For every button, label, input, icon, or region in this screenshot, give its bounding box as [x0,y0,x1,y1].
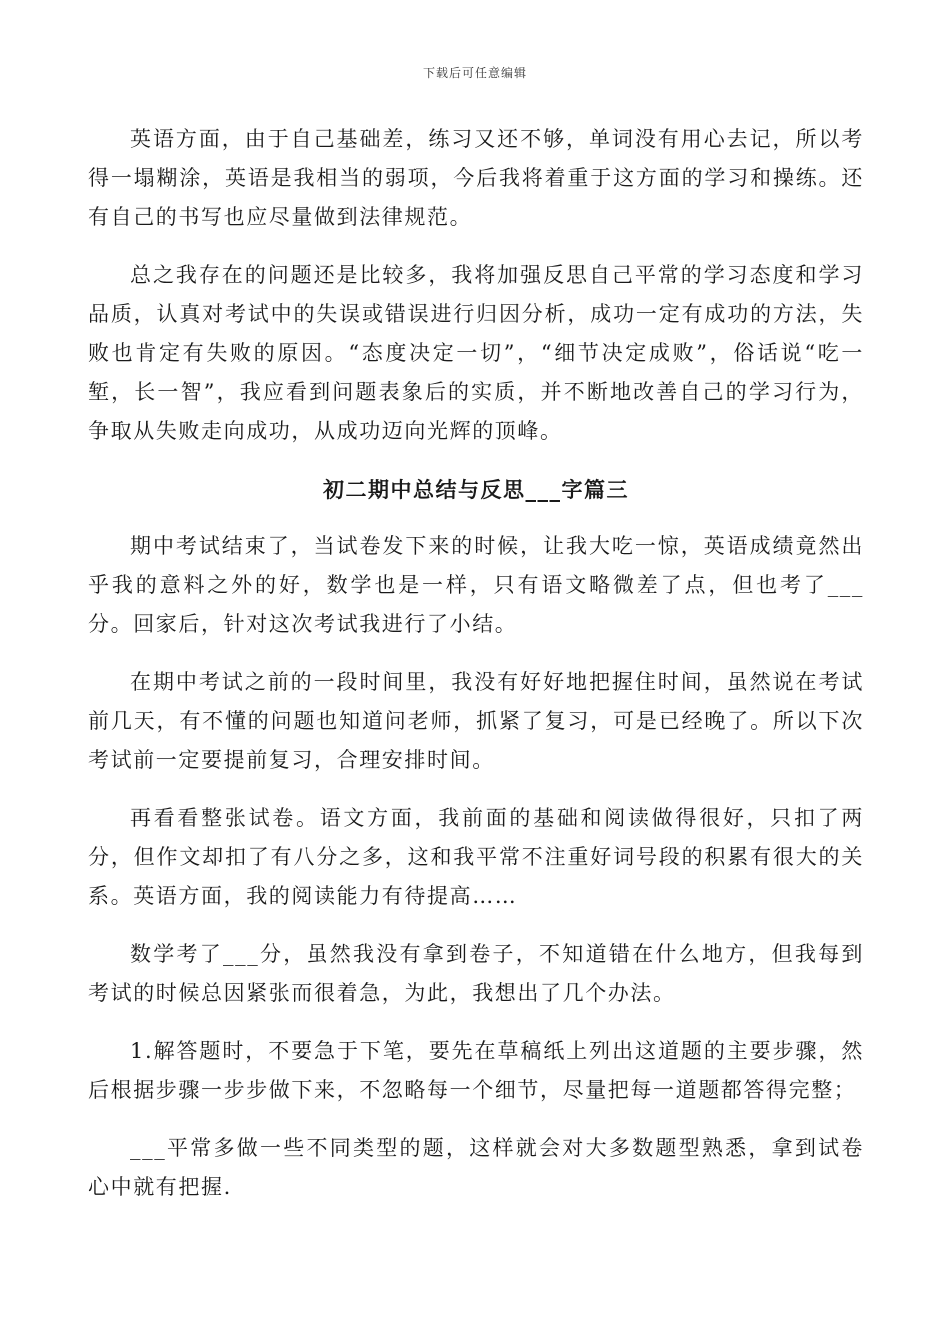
document-body [88,120,864,1226]
paragraph-method-2: ___平常多做一些不同类型的题，这样就会对大多数题型熟悉，拿到试卷心中就有把握. [88,1136,864,1199]
section-title: 初二期中总结与反思___字篇三 [323,477,629,502]
paragraph-exam-result: 期中考试结束了，当试卷发下来的时候，让我大吃一惊，英语成绩竟然出乎我的意料之外的好，数学也是一样，只有语文略微差了点，但也考了___分。回家后，针对这次考试我进行了小结。 [88,534,864,636]
paragraph-summary: 总之我存在的问题还是比较多，我将加强反思自己平常的学习态度和学习品质，认真对考试中的失误或错误进行归因分析，成功一定有成功的方法，失败也肯定有失败的原因。“态度决定一切”，“细节决定成败”，俗话说“吃一堑，长一智”，我应看到问题表象后的实质，并不断地改善自己的学习行为，争取从失败走向成功，从成功迈向光辉的顶峰。 [88,263,864,443]
paragraph-math: 数学考了___分，虽然我没有拿到卷子，不知道错在什么地方，但我每到考试的时候总因紧张而很着急，为此，我想出了几个办法。 [88,942,864,1005]
paragraph-method-1: 1.解答题时，不要急于下笔，要先在草稿纸上列出这道题的主要步骤，然后根据步骤一步步做下来，不忽略每一个细节，尽量把每一道题都答得完整； [88,1039,864,1102]
paragraph-paper-review: 再看看整张试卷。语文方面，我前面的基础和阅读做得很好，只扣了两分，但作文却扣了有八分之多，这和我平常不注重好词号段的积累有很大的关系。英语方面，我的阅读能力有待提高…… [88,806,864,908]
paragraph-time-management: 在期中考试之前的一段时间里，我没有好好地把握住时间，虽然说在考试前几天，有不懂的问题也知道问老师，抓紧了复习，可是已经晚了。所以下次考试前一定要提前复习，合理安排时间。 [88,670,864,772]
page-header: 下载后可任意编辑 [422,66,527,80]
paragraph-english: 英语方面，由于自己基础差，练习又还不够，单词没有用心去记，所以考得一塌糊涂，英语是我相当的弱项，今后我将着重于这方面的学习和操练。还有自己的书写也应尽量做到法律规范。 [88,127,864,229]
